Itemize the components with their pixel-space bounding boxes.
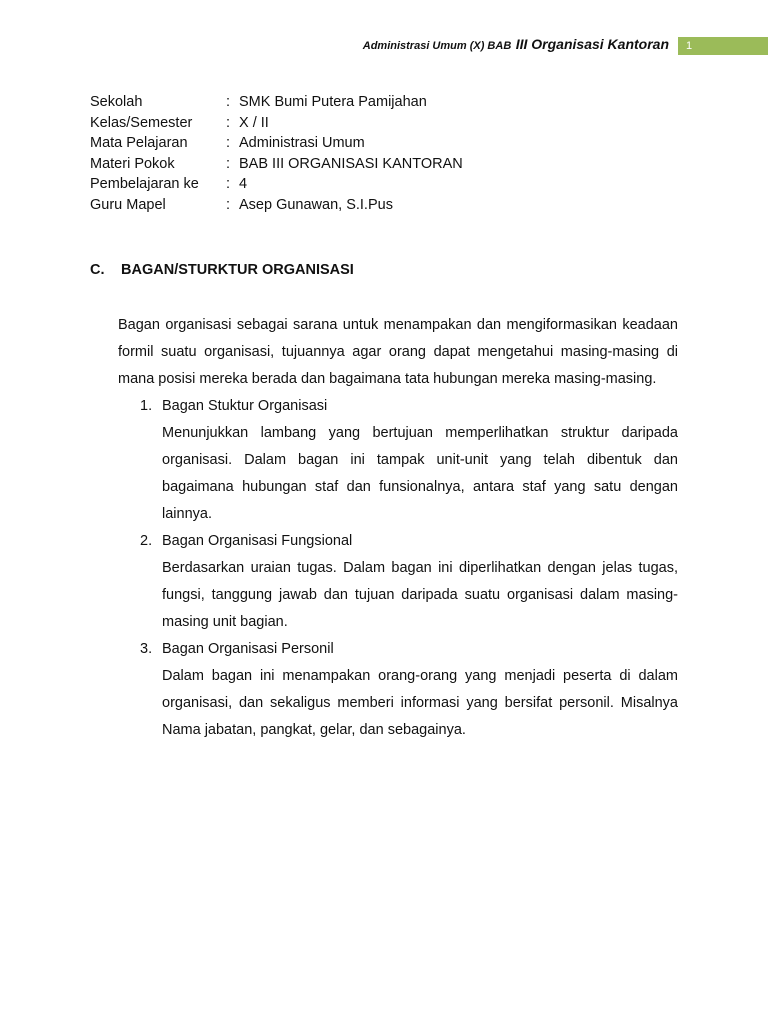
header-chapter: III Organisasi Kantoran xyxy=(515,36,669,52)
info-label: Materi Pokok xyxy=(90,155,175,172)
info-label: Guru Mapel xyxy=(90,196,166,213)
info-value: BAB III ORGANISASI KANTORAN xyxy=(239,155,463,172)
list-item-title: Bagan Stuktur Organisasi xyxy=(162,398,328,414)
info-row-subject xyxy=(90,133,463,154)
info-row-lesson xyxy=(90,174,463,195)
section-content xyxy=(118,312,678,744)
list-item-title: Bagan Organisasi Fungsional xyxy=(162,533,353,549)
section-heading xyxy=(90,262,354,278)
list-item xyxy=(118,636,678,744)
info-separator: : xyxy=(226,135,231,152)
list-item xyxy=(118,528,678,636)
page-header xyxy=(0,34,768,58)
info-label: Pembelajaran ke xyxy=(90,176,199,193)
list-item-number: 3. xyxy=(140,641,153,657)
intro-paragraph: Bagan organisasi sebagai sarana untuk menampakan dan mengiformasikan keadaan formil suatu organisasi, tujuannya agar orang dapat mengetahui masing-masing di mana posisi mereka berada dan bagaimana tata hubungan mereka masing-masing. xyxy=(118,317,678,387)
list-item xyxy=(118,393,678,528)
list-item-number: 1. xyxy=(140,398,153,414)
list-item-number: 2. xyxy=(140,533,153,549)
info-row-teacher xyxy=(90,195,463,216)
info-row-topic xyxy=(90,154,463,175)
info-label: Kelas/Semester xyxy=(90,114,193,131)
document-info xyxy=(90,92,463,216)
info-separator: : xyxy=(226,114,231,131)
info-value: X / II xyxy=(239,114,269,131)
info-separator: : xyxy=(226,94,231,110)
page-number-badge: 1 xyxy=(678,37,768,55)
list-item-heading xyxy=(118,393,678,420)
header-subject: Administrasi Umum (X) BAB xyxy=(362,40,512,52)
info-label: Mata Pelajaran xyxy=(90,135,188,152)
info-value: Asep Gunawan, S.I.Pus xyxy=(239,196,393,213)
info-separator: : xyxy=(226,176,231,193)
info-row-class-semester xyxy=(90,113,463,134)
info-separator: : xyxy=(226,196,231,213)
info-label: Sekolah xyxy=(90,94,143,110)
chart-type-list xyxy=(118,393,678,744)
list-item-description: Berdasarkan uraian tugas. Dalam bagan ini diperlihatkan dengan jelas tugas, fungsi, tanggung jawab dan tujuan daripada suatu organisasi dalam masing-masing unit bagian. xyxy=(162,560,678,630)
section-title: BAGAN/STURKTUR ORGANISASI xyxy=(121,262,354,278)
info-value: SMK Bumi Putera Pamijahan xyxy=(239,94,427,110)
list-item-title: Bagan Organisasi Personil xyxy=(162,641,334,657)
list-item-description: Dalam bagan ini menampakan orang-orang yang menjadi peserta di dalam organisasi, dan sekaligus memberi informasi yang bersifat personil. Misalnya Nama jabatan, pangkat, gelar, dan sebagainya. xyxy=(162,668,678,738)
info-row-school xyxy=(90,92,463,113)
info-value: 4 xyxy=(239,176,248,193)
info-separator: : xyxy=(226,155,231,172)
header-title xyxy=(363,36,669,54)
info-value: Administrasi Umum xyxy=(239,135,365,152)
list-item-heading xyxy=(118,528,678,555)
list-item-heading xyxy=(118,636,678,663)
section-number: C. xyxy=(90,262,105,278)
list-item-description: Menunjukkan lambang yang bertujuan memperlihatkan struktur daripada organisasi. Dalam bagan ini tampak unit-unit yang telah dibentuk dan bagaimana hubungan staf dan funsionalnya, antara staf yang satu dengan lainnya. xyxy=(162,425,678,522)
